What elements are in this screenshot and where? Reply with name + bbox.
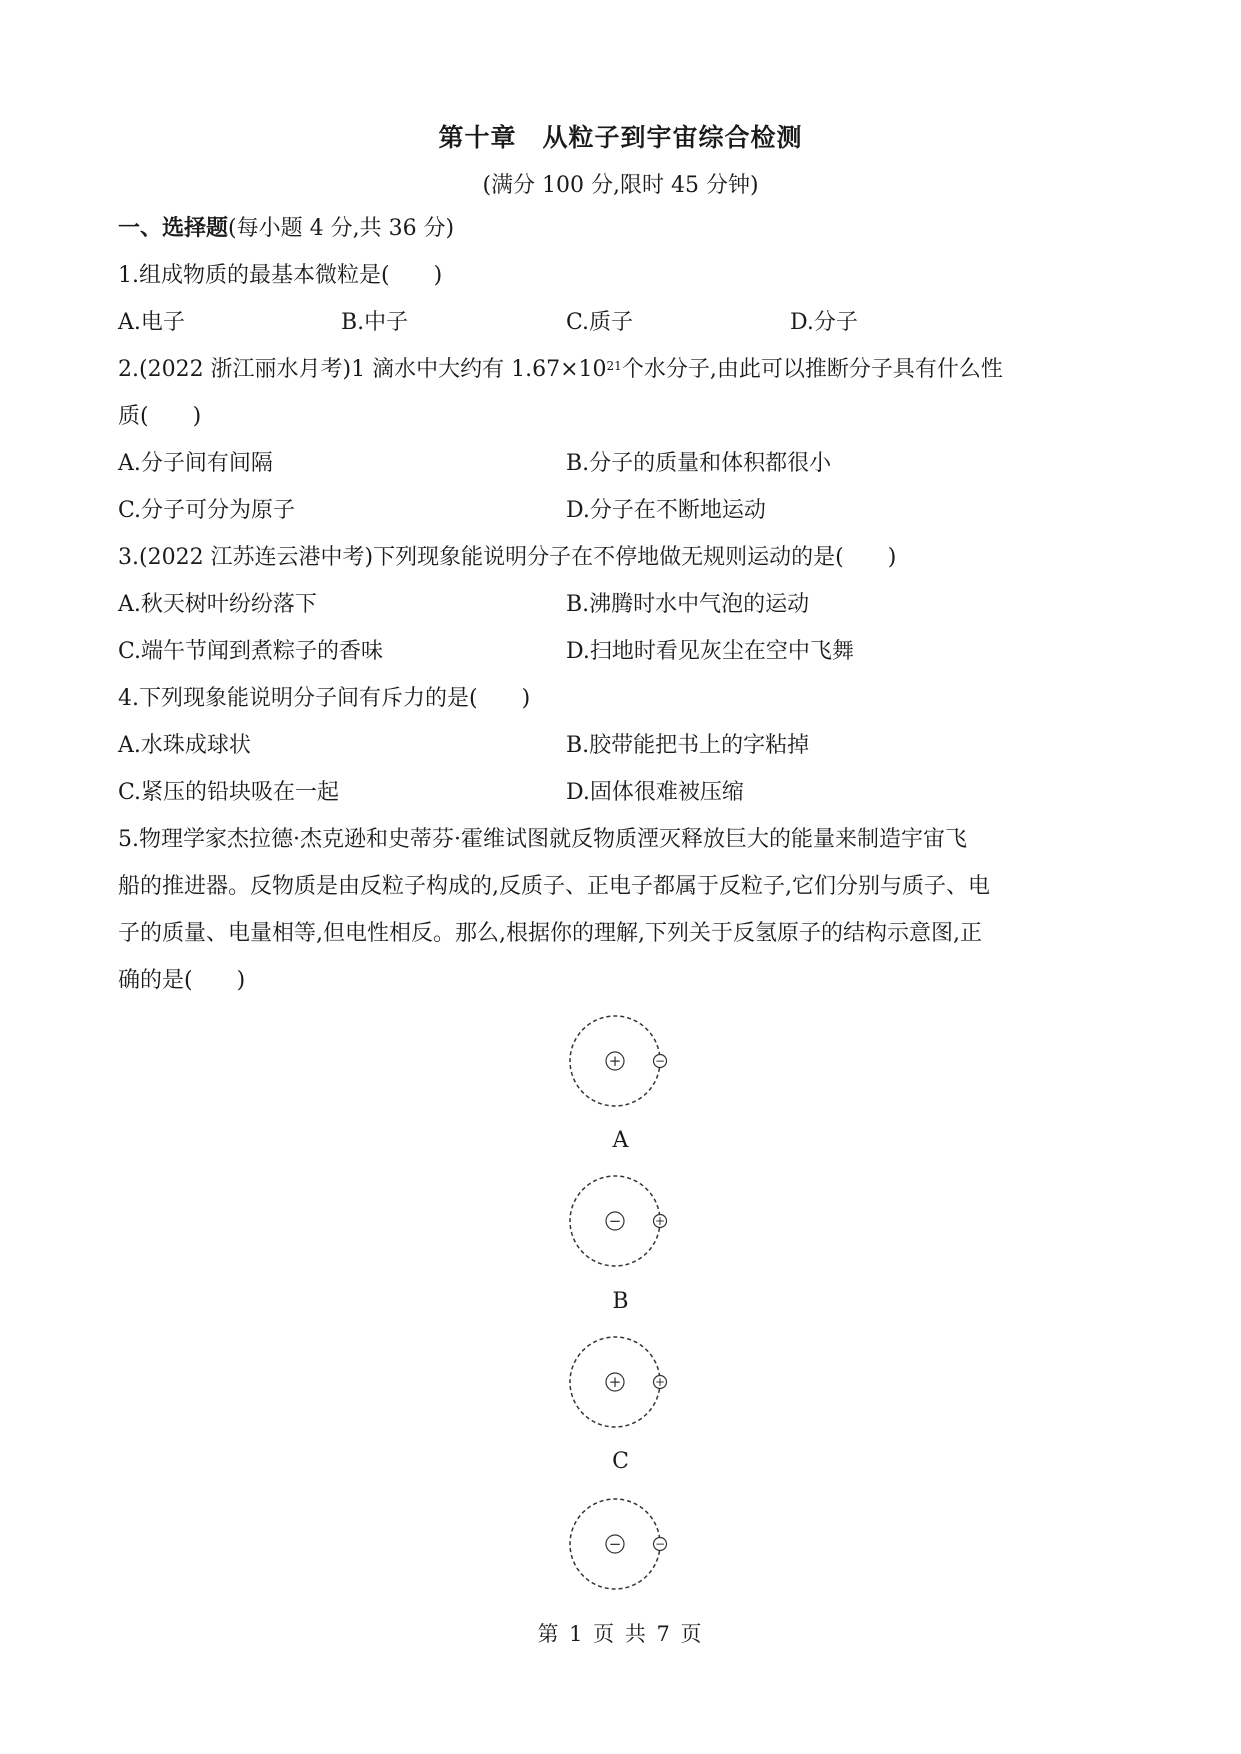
q2-stem-part1: 2.(2022 浙江丽水月考)1 滴水中大约有 1.67×10 — [118, 357, 607, 382]
nucleus-sign: + — [608, 1373, 622, 1391]
diagram-label-b: B — [612, 1289, 629, 1314]
nucleus-sign: − — [608, 1212, 622, 1230]
nucleus-sign: − — [608, 1535, 622, 1553]
q2-option-a[interactable]: A.分子间有间隔 — [118, 451, 273, 476]
q5-stem-line4: 确的是( ) — [118, 968, 246, 993]
q2-option-b[interactable]: B.分子的质量和体积都很小 — [566, 451, 832, 476]
q4-option-a[interactable]: A.水珠成球状 — [118, 733, 251, 758]
q2-exponent: 21 — [606, 359, 622, 373]
q2-option-c[interactable]: C.分子可分为原子 — [118, 498, 296, 523]
page-footer: 第 1 页 共 7 页 — [537, 1622, 704, 1646]
atom-diagram-a[interactable] — [560, 1006, 670, 1116]
atom-diagram-c[interactable] — [560, 1327, 670, 1437]
atom-diagram-b[interactable] — [560, 1166, 670, 1276]
q4-option-c[interactable]: C.紧压的铅块吸在一起 — [118, 780, 340, 805]
q1-option-c[interactable]: C.质子 — [566, 310, 634, 335]
section-label: 一、选择题 — [118, 216, 229, 241]
q4-option-d[interactable]: D.固体很难被压缩 — [566, 780, 744, 805]
section-note: (每小题 4 分,共 36 分) — [228, 216, 455, 241]
q3-option-d[interactable]: D.扫地时看见灰尘在空中飞舞 — [566, 639, 854, 664]
diagram-label-c: C — [612, 1449, 629, 1474]
page-title: 第十章 从粒子到宇宙综合检测 — [438, 123, 803, 152]
q1-stem: 1.组成物质的最基本微粒是( ) — [118, 263, 443, 288]
electron-sign: + — [654, 1375, 666, 1389]
page-subtitle: (满分 100 分,限时 45 分钟) — [482, 173, 759, 198]
q2-stem — [118, 355, 1003, 385]
section-heading — [118, 214, 454, 244]
q5-stem-line3: 子的质量、电量相等,但电性相反。那么,根据你的理解,下列关于反氢原子的结构示意图,正 — [118, 921, 982, 946]
nucleus-sign: + — [608, 1052, 622, 1070]
q1-option-b[interactable]: B.中子 — [341, 310, 409, 335]
q2-stem-line2: 质( ) — [118, 404, 202, 429]
electron-sign: − — [654, 1537, 666, 1551]
q2-stem-part2: 个水分子,由此可以推断分子具有什么性 — [621, 357, 1003, 382]
diagram-label-a: A — [612, 1128, 629, 1153]
q5-stem-line2: 船的推进器。反物质是由反粒子构成的,反质子、正电子都属于反粒子,它们分别与质子、电 — [118, 874, 990, 899]
q1-option-d[interactable]: D.分子 — [790, 310, 858, 335]
q5-stem-line1: 5.物理学家杰拉德·杰克逊和史蒂芬·霍维试图就反物质湮灭释放巨大的能量来制造宇宙飞 — [118, 827, 967, 852]
q3-option-a[interactable]: A.秋天树叶纷纷落下 — [118, 592, 317, 617]
q3-stem: 3.(2022 江苏连云港中考)下列现象能说明分子在不停地做无规则运动的是( ) — [118, 545, 897, 570]
electron-sign: − — [654, 1054, 666, 1068]
q4-stem: 4.下列现象能说明分子间有斥力的是( ) — [118, 686, 531, 711]
q2-option-d[interactable]: D.分子在不断地运动 — [566, 498, 766, 523]
q3-option-c[interactable]: C.端午节闻到煮粽子的香味 — [118, 639, 384, 664]
q3-option-b[interactable]: B.沸腾时水中气泡的运动 — [566, 592, 810, 617]
q1-option-a[interactable]: A.电子 — [118, 310, 185, 335]
q4-option-b[interactable]: B.胶带能把书上的字粘掉 — [566, 733, 810, 758]
electron-sign: + — [654, 1214, 666, 1228]
atom-diagram-d[interactable] — [560, 1489, 670, 1599]
